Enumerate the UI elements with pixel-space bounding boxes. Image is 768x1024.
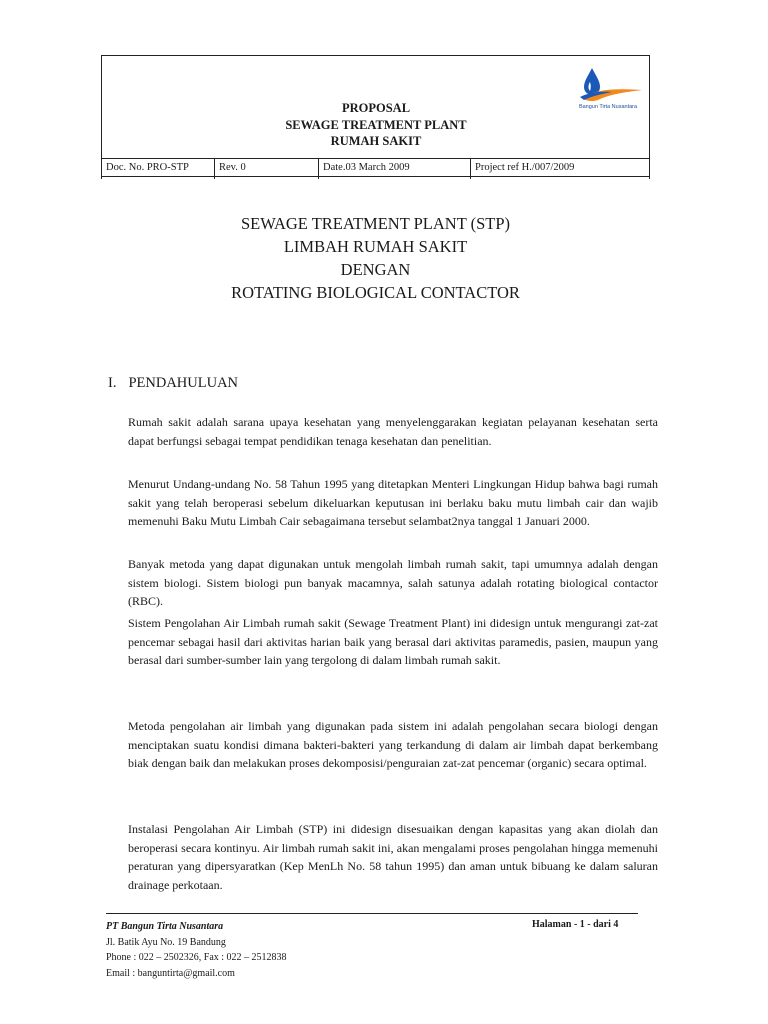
document-title-line: LIMBAH RUMAH SAKIT [283,237,468,256]
document-date: Date.03 March 2009 [318,159,470,179]
section-title: PENDAHULUAN [128,375,239,391]
header-title-line: RUMAH SAKIT [330,134,422,148]
document-title-line: ROTATING BIOLOGICAL CONTACTOR [231,283,520,302]
document-title-line: DENGAN [340,260,411,279]
company-logo [568,64,648,116]
document-title [101,212,650,304]
logo-text: Bangun Tirta Nusantara [578,104,638,110]
doc-number: Doc. No. PRO-STP [101,159,214,179]
body-paragraph: Sistem Pengolahan Air Limbah rumah sakit (Sewage Treatment Plant) ini didesign untuk mengurangi zat-zat pencemar sebagai hasil dari aktivitas harian baik yang berasal dari aktivitas paramedis, pasien, maupun yang berasal dari sumber-sumber lain yang tergolong di dalam limbah rumah sakit. [128,616,658,667]
body-paragraph: Banyak metoda yang dapat digunakan untuk mengolah limbah rumah sakit, tapi umumnya adalah dengan sistem biologi. Sistem biologi pun banyak macamnya, salah satunya adalah rotating biological contactor (RBC). [128,557,658,608]
revision: Rev. 0 [214,159,318,179]
footer-contact [106,919,287,981]
footer-email: Email : banguntirta@gmail.com [106,967,235,979]
water-drop-wave-logo-icon [568,64,648,104]
section-heading [108,375,238,392]
body-paragraph: Menurut Undang-undang No. 58 Tahun 1995 yang ditetapkan Menteri Lingkungan Hidup bahwa bagi rumah sakit yang telah beroperasi sebelum dikeluarkan keputusan ini berlaku baku mutu limbah cair dan wajib memenuhi Baku Mutu Limbah Cair sebagaimana tersebut selambat2nya tanggal 1 Januari 2000. [128,477,658,528]
project-ref: Project ref H./007/2009 [470,159,650,179]
body-paragraph: Metoda pengolahan air limbah yang digunakan pada sistem ini adalah pengolahan secara biologi dengan menciptakan suatu kondisi dimana bakteri-bakteri yang terkandung di dalam air limbah dapat berkembang biak dengan baik dan melakukan proses dekomposisi/penguraian zat-zat pencemar (organic) secara optimal. [128,719,658,770]
document-title-line: SEWAGE TREATMENT PLANT (STP) [240,214,511,233]
body-paragraph: Rumah sakit adalah sarana upaya kesehatan yang menyelenggarakan kegiatan pelayanan kesehatan serta dapat berfungsi sebagai tempat pendidikan tenaga kesehatan dan penelitian. [128,415,658,448]
document-meta-row [101,158,650,179]
footer-phone: Phone : 022 – 2502326, Fax : 022 – 2512838 [106,952,287,963]
header-title-line: SEWAGE TREATMENT PLANT [285,117,467,132]
footer-address: Jl. Batik Ayu No. 19 Bandung [106,936,226,948]
section-number: I. [108,375,117,391]
footer-divider [106,913,638,914]
page-number: Halaman - 1 - dari 4 [532,919,619,930]
body-paragraph: Instalasi Pengolahan Air Limbah (STP) ini didesign disesuaikan dengan kapasitas yang akan diolah dan beroperasi secara kontinyu. Air limbah rumah sakit ini, akan mengalami proses pengolahan hingga memenuhi peraturan yang dipersyaratkan (Kep MenLh No. 58 tahun 1995) dan aman untuk bibuang ke dalam saluran drainage perkotaan. [128,822,658,892]
header-title-line: PROPOSAL [341,101,411,115]
footer-company: PT Bangun Tirta Nusantara [106,921,224,932]
document-header [101,55,650,177]
